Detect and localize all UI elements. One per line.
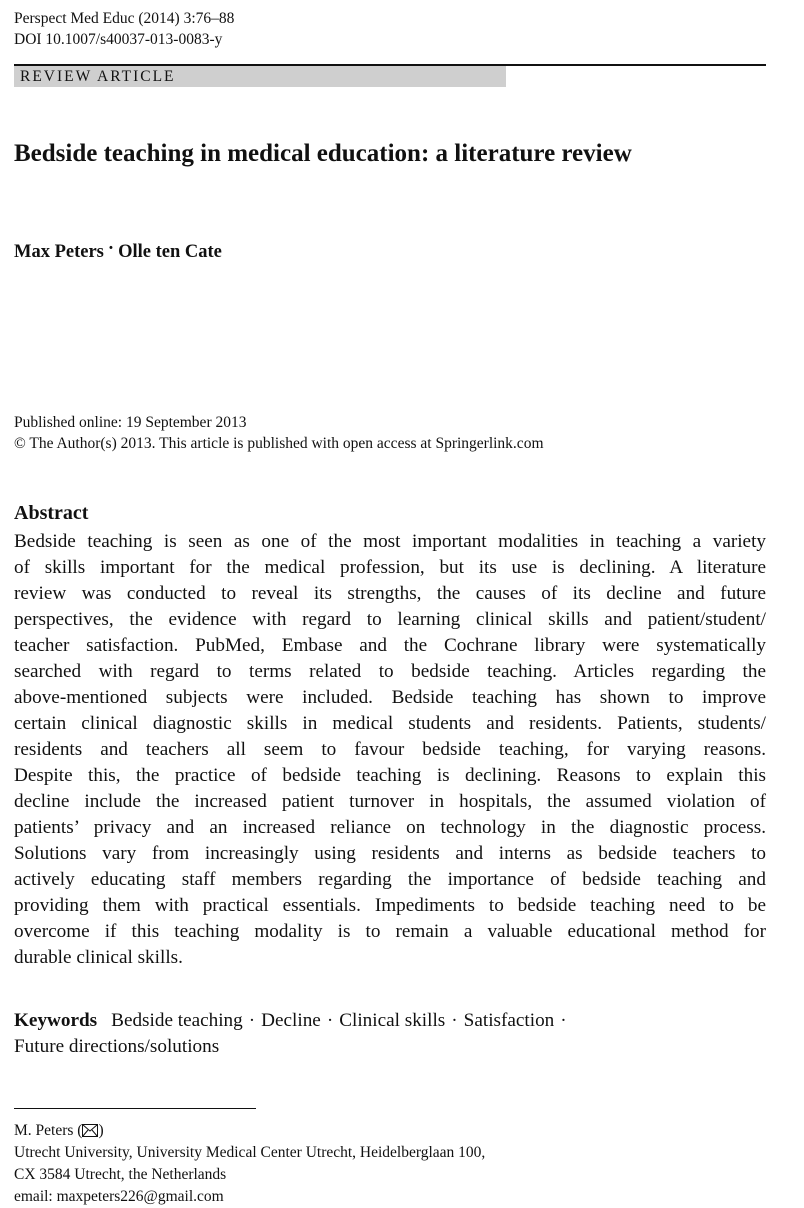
- publication-info: [14, 412, 544, 454]
- abstract-line: searched with regard to terms related to bedside teaching. Articles regarding the: [14, 661, 766, 682]
- footnote-rule: [14, 1108, 256, 1109]
- article-type-label: REVIEW ARTICLE: [20, 68, 176, 85]
- keyword-separator: ·: [248, 1010, 256, 1031]
- journal-header: [14, 8, 234, 50]
- keyword: Satisfaction: [463, 1010, 555, 1031]
- abstract-line: teacher satisfaction. PubMed, Embase and the Cochrane library were systematically: [14, 635, 766, 656]
- keyword-separator: ·: [560, 1010, 567, 1031]
- keywords-label: Keywords: [14, 1010, 98, 1031]
- abstract-line: durable clinical skills.: [14, 947, 183, 968]
- keywords-section: [14, 1008, 766, 1060]
- abstract-line: Bedside teaching is seen as one of the most important modalities in teaching a variety: [14, 531, 766, 552]
- abstract-line: Despite this, the practice of bedside teaching is declining. Reasons to explain this: [14, 765, 766, 786]
- abstract-line: patients’ privacy and an increased reliance on technology in the diagnostic process.: [14, 817, 766, 838]
- keyword: Future directions/solutions: [14, 1036, 220, 1057]
- copyright-notice: © The Author(s) 2013. This article is published with open access at Springerlink.com: [14, 435, 544, 452]
- published-online-date: Published online: 19 September 2013: [14, 414, 247, 431]
- abstract-line: residents and teachers all seem to favour bedside teaching, for varying reasons.: [14, 739, 766, 760]
- corresponding-author-name: M. Peters (: [14, 1122, 83, 1139]
- affiliation-line: Utrecht University, University Medical Center Utrecht, Heidelberglaan 100,: [14, 1144, 486, 1161]
- author-email[interactable]: email: maxpeters226@gmail.com: [14, 1188, 224, 1205]
- keyword: Bedside teaching: [111, 1010, 243, 1031]
- header-rule: [14, 64, 766, 66]
- corresponding-author-footnote: [14, 1120, 485, 1208]
- abstract-line: certain clinical diagnostic skills in medical students and residents. Patients, students/: [14, 713, 766, 734]
- abstract-line: above-mentioned subjects were included. Bedside teaching has shown to improve: [14, 687, 766, 708]
- abstract-line: perspectives, the evidence with regard to learning clinical skills and patient/student/: [14, 609, 766, 630]
- keyword-separator: ·: [326, 1010, 334, 1031]
- abstract-line: Solutions vary from increasingly using residents and interns as bedside teachers to: [14, 843, 766, 864]
- corresponding-author-close: ): [98, 1122, 104, 1139]
- author-separator: ·: [107, 239, 115, 259]
- abstract-line: actively educating staff members regarding the importance of bedside teaching and: [14, 869, 766, 890]
- author-list: [14, 239, 222, 263]
- envelope-icon[interactable]: [82, 1124, 98, 1137]
- abstract-line: providing them with practical essentials. Impediments to bedside teaching need to be: [14, 895, 766, 916]
- abstract-body: [14, 529, 766, 971]
- abstract-line: of skills important for the medical profession, but its use is declining. A literature: [14, 557, 766, 578]
- journal-citation: Perspect Med Educ (2014) 3:76–88: [14, 10, 235, 27]
- abstract-line: review was conducted to reveal its strengths, the causes of its decline and future: [14, 583, 766, 604]
- corresponding-author-line: [14, 1120, 485, 1142]
- keyword: Clinical skills: [339, 1010, 446, 1031]
- abstract-line: overcome if this teaching modality is to remain a valuable educational method for: [14, 921, 766, 942]
- keyword: Decline: [261, 1010, 321, 1031]
- article-title: Bedside teaching in medical education: a literature review: [14, 140, 632, 167]
- doi[interactable]: DOI 10.1007/s40037-013-0083-y: [14, 31, 223, 48]
- abstract-line: decline include the increased patient turnover in hospitals, the assumed violation of: [14, 791, 766, 812]
- author-name[interactable]: Max Peters: [14, 242, 104, 262]
- abstract-heading: Abstract: [14, 502, 89, 524]
- affiliation-line: CX 3584 Utrecht, the Netherlands: [14, 1166, 227, 1183]
- author-name[interactable]: Olle ten Cate: [118, 242, 222, 262]
- keyword-separator: ·: [451, 1010, 458, 1031]
